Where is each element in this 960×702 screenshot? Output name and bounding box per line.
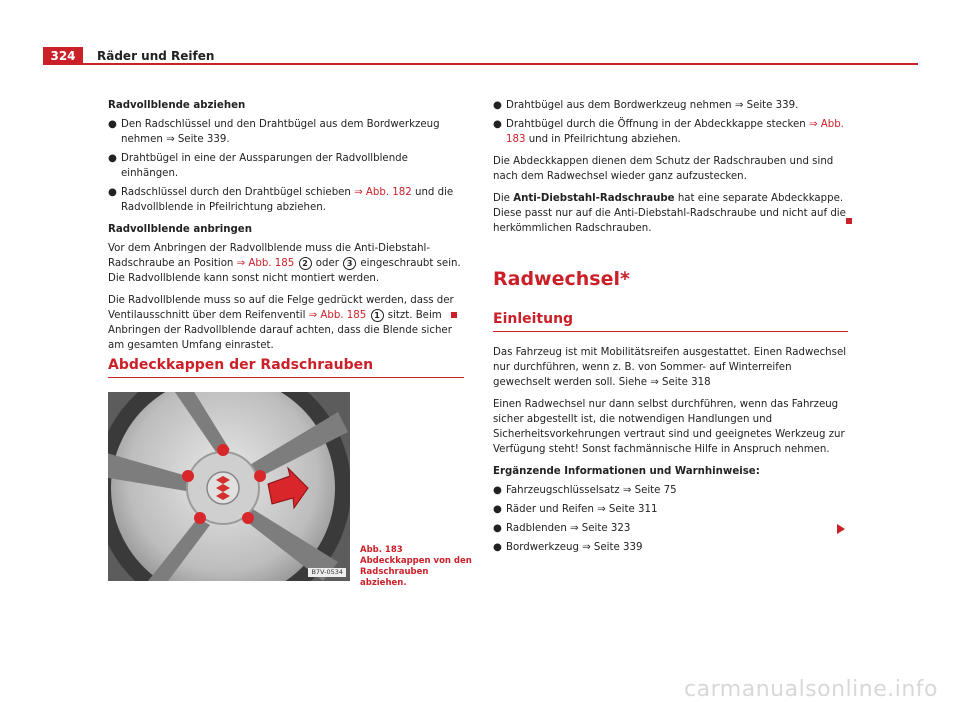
list-item: ● Drahtbügel aus dem Bordwerkzeug nehmen ⇒ Seite 339. — [493, 100, 799, 111]
attach-paragraph-1: Vor dem Anbringen der Radvollblende muss die Anti-Diebstahl-Radschraube an Position ⇒ Abb. 185 2 oder 3 eingeschraubt sein. Die Radvollblende kann sonst nicht montiert werden. — [108, 243, 461, 284]
watermark: carmanualsonline.info — [684, 677, 938, 702]
list-item: ● Drahtbügel in eine der Aussparungen der Radvollblende einhängen. — [108, 153, 408, 179]
attach-paragraph-2: Die Radvollblende muss so auf die Felge gedrückt werden, dass der Ventilausschnitt über dem Reifenventil ⇒ Abb. 185 1 sitzt. Beim Anbringen der Radvollblende darauf achten, dass die Blende sicher am gesamten Umfang einrastet. — [108, 295, 454, 351]
chapter-title: Räder und Reifen — [97, 49, 215, 63]
figure-link[interactable]: ⇒ Abb. 183 — [506, 119, 844, 145]
section-title-caps: Abdeckkappen der Radschrauben — [108, 358, 464, 378]
list-item: ● Radblenden ⇒ Seite 323 — [493, 523, 631, 534]
intro-paragraph-1: Das Fahrzeug ist mit Mobilitätsreifen ausgestattet. Einen Radwechsel nur durchführen, wenn z. B. von Sommer- auf Winterreifen gewechselt werden soll. Siehe ⇒ Seite 318 — [493, 347, 847, 388]
callout-number: 1 — [371, 309, 384, 322]
left-column — [108, 98, 466, 360]
attach-heading: Radvollblende anbringen — [108, 224, 252, 235]
list-item: ● Drahtbügel durch die Öffnung in der Abdeckkappe stecken ⇒ Abb. 183 und in Pfeilrichtung abziehen. — [493, 119, 844, 145]
remove-heading: Radvollblende abziehen — [108, 100, 246, 111]
intro-column — [493, 345, 849, 559]
intro-paragraph-2: Einen Radwechsel nur dann selbst durchführen, wenn das Fahrzeug sicher abgestellt ist, die notwendigen Handlungen und Sicherheitsvorkehrungen vertraut sind und geeignetes Werkzeug zur Verfügung steht! Sonst fachmännische Hilfe in Anspruch nehmen. — [493, 399, 845, 455]
wheel-figure — [108, 392, 350, 581]
section-end-mark — [451, 312, 457, 318]
figure-link[interactable]: ⇒ Abb. 185 — [236, 258, 295, 269]
figure-link[interactable]: ⇒ Abb. 182 — [354, 187, 412, 198]
section-end-mark — [846, 218, 852, 224]
caps-paragraph-2: Die Anti-Diebstahl-Radschraube hat eine separate Abdeckkappe. Diese passt nur auf die Anti-Diebstahl-Radschraube und nicht auf die herkömmlichen Radschrauben. — [493, 193, 846, 234]
list-item: ● Den Radschlüssel und den Drahtbügel aus dem Bordwerkzeug nehmen ⇒ Seite 339. — [108, 119, 440, 145]
caps-paragraph-1: Die Abdeckkappen dienen dem Schutz der Radschrauben und sind nach dem Radwechsel wieder ganz aufzustecken. — [493, 156, 834, 182]
figure-code: B7V-0534 — [308, 568, 346, 577]
list-item: ● Fahrzeugschlüsselsatz ⇒ Seite 75 — [493, 485, 677, 496]
callout-number: 3 — [343, 257, 356, 270]
wheel-illustration — [108, 392, 350, 581]
right-column — [493, 98, 849, 243]
page-number: 324 — [43, 47, 83, 65]
figure-caption: Abb. 183 Abdeckkappen von den Radschrauben abziehen. — [360, 545, 472, 588]
list-item: ● Bordwerkzeug ⇒ Seite 339 — [493, 542, 643, 553]
section-title-wheel-change: Radwechsel* — [493, 268, 630, 290]
continue-arrow-icon — [836, 524, 846, 534]
callout-number: 2 — [299, 257, 312, 270]
list-item: ● Radschlüssel durch den Drahtbügel schieben ⇒ Abb. 182 und die Radvollblende in Pfeilrichtung abziehen. — [108, 187, 454, 213]
figure-link[interactable]: ⇒ Abb. 185 — [308, 310, 367, 321]
info-heading: Ergänzende Informationen und Warnhinweise: — [493, 466, 760, 477]
section-title-intro: Einleitung — [493, 312, 848, 332]
list-item: ● Räder und Reifen ⇒ Seite 311 — [493, 504, 658, 515]
